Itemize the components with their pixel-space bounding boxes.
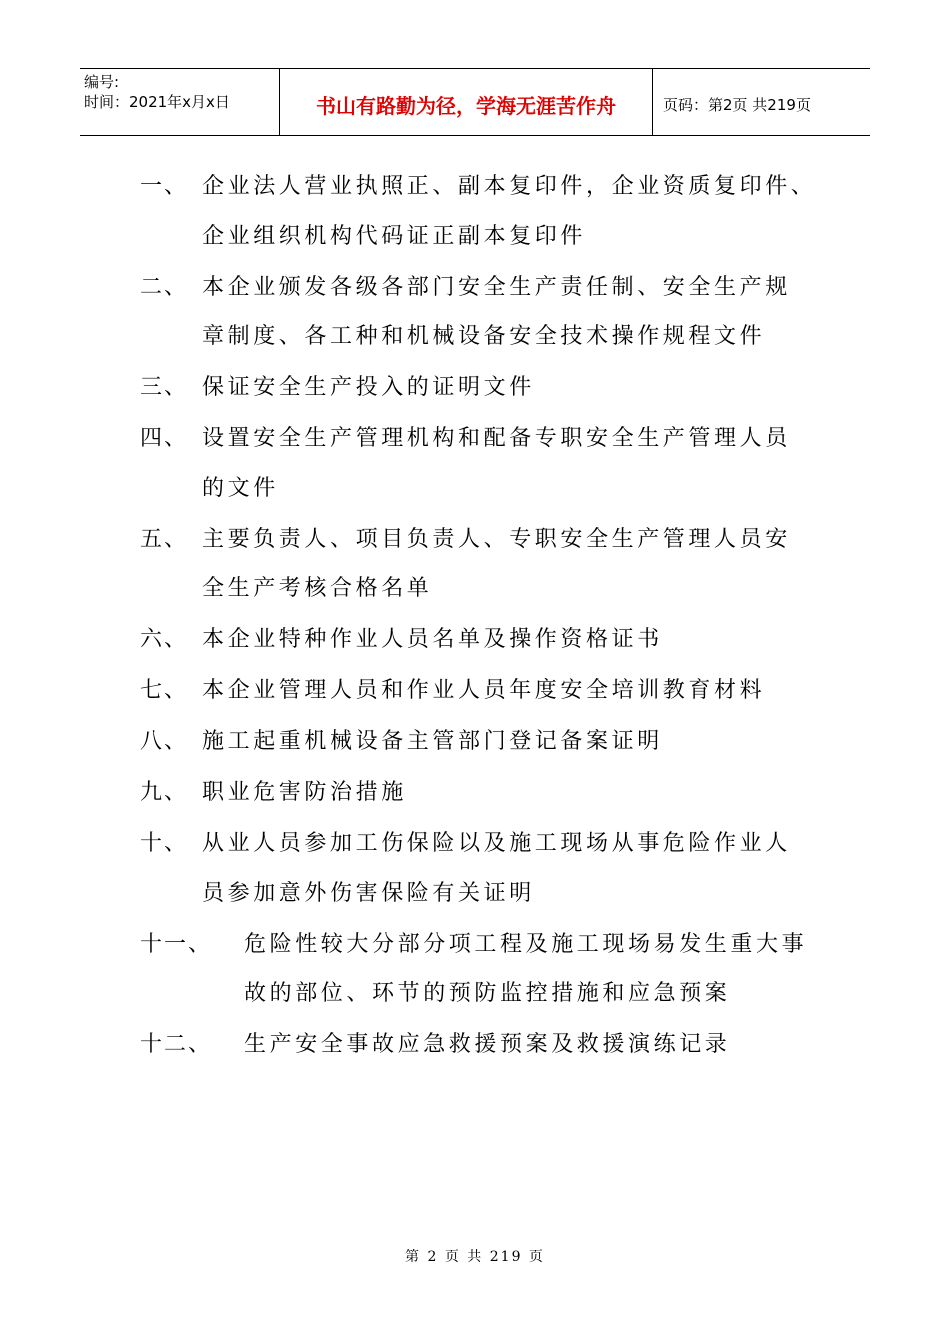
list-item-text (202, 263, 840, 362)
document-list (140, 162, 840, 1071)
list-item-number: 二、 (140, 274, 189, 300)
list-item-line: 保证安全生产投入的证明文件 (202, 375, 535, 401)
list-item-line: 章制度、各工种和机械设备安全技术操作规程文件 (202, 324, 766, 350)
list-item-number: 八、 (140, 729, 189, 755)
list-item-text (202, 414, 840, 513)
list-item-text (244, 1020, 840, 1070)
list-item-line: 职业危害防治措施 (202, 780, 407, 806)
list-item (140, 363, 840, 413)
list-item-line: 企业法人营业执照正、副本复印件，企业资质复印件、 (202, 174, 817, 199)
list-item (140, 615, 840, 665)
list-item-line: 员参加意外伤害保险有关证明 (202, 880, 535, 906)
list-item-line: 从业人员参加工伤保险以及施工现场从事危险作业人 (202, 831, 791, 857)
page-footer: 第 2 页 共 219 页 (405, 1249, 545, 1265)
list-item-text (244, 920, 840, 1019)
list-item (140, 717, 840, 767)
list-item-line: 本企业管理人员和作业人员年度安全培训教育材料 (202, 678, 766, 704)
list-item (140, 1020, 840, 1070)
header-motto: 书山有路勤为径，学海无涯苦作舟 (280, 69, 653, 135)
list-item (140, 515, 840, 614)
list-item-line: 故的部位、环节的预防监控措施和应急预案 (244, 981, 731, 1007)
list-item-text (202, 768, 840, 818)
list-item-number: 九、 (140, 780, 189, 806)
list-item (140, 162, 840, 261)
list-item (140, 414, 840, 513)
list-item-number: 十二、 (140, 1032, 213, 1058)
header-page-info: 页码：第2页 共219页 (663, 95, 811, 114)
document-time: 时间：2021年x月x日 (84, 93, 230, 111)
list-item-line: 主要负责人、项目负责人、专职安全生产管理人员安 (202, 526, 791, 552)
list-item-text (202, 666, 840, 716)
list-item (140, 920, 840, 1019)
list-item (140, 263, 840, 362)
list-item-text (202, 819, 840, 918)
list-item-line: 本企业颁发各级各部门安全生产责任制、安全生产规 (202, 274, 791, 300)
list-item-number: 六、 (140, 627, 189, 653)
list-item-number: 五、 (140, 526, 189, 552)
list-item-number: 三、 (140, 375, 189, 401)
list-item-text (202, 615, 840, 665)
list-item-line: 的文件 (202, 475, 279, 501)
list-item (140, 666, 840, 716)
list-item-line: 企业组织机构代码证正副本复印件 (202, 223, 587, 249)
list-item-line: 全生产考核合格名单 (202, 576, 433, 602)
list-item-text (202, 717, 840, 767)
list-item-number: 一、 (140, 174, 189, 199)
list-item-number: 四、 (140, 426, 189, 452)
list-item-number: 十、 (140, 831, 189, 857)
header-meta (80, 69, 280, 135)
list-item-line: 生产安全事故应急救援预案及救援演练记录 (244, 1032, 731, 1058)
list-item (140, 819, 840, 918)
list-item-line: 危险性较大分部分项工程及施工现场易发生重大事 (244, 931, 808, 957)
list-item-line: 施工起重机械设备主管部门登记备案证明 (202, 729, 663, 755)
list-item (140, 768, 840, 818)
list-item-number: 七、 (140, 678, 189, 704)
list-item-number: 十一、 (140, 931, 213, 957)
list-item-text (202, 363, 840, 413)
document-number-label: 编号: (84, 73, 120, 91)
list-item-text (202, 515, 840, 614)
list-item-line: 本企业特种作业人员名单及操作资格证书 (202, 627, 663, 653)
page-header (80, 68, 870, 136)
list-item-text (202, 162, 840, 261)
list-item-line: 设置安全生产管理机构和配备专职安全生产管理人员 (202, 426, 791, 452)
